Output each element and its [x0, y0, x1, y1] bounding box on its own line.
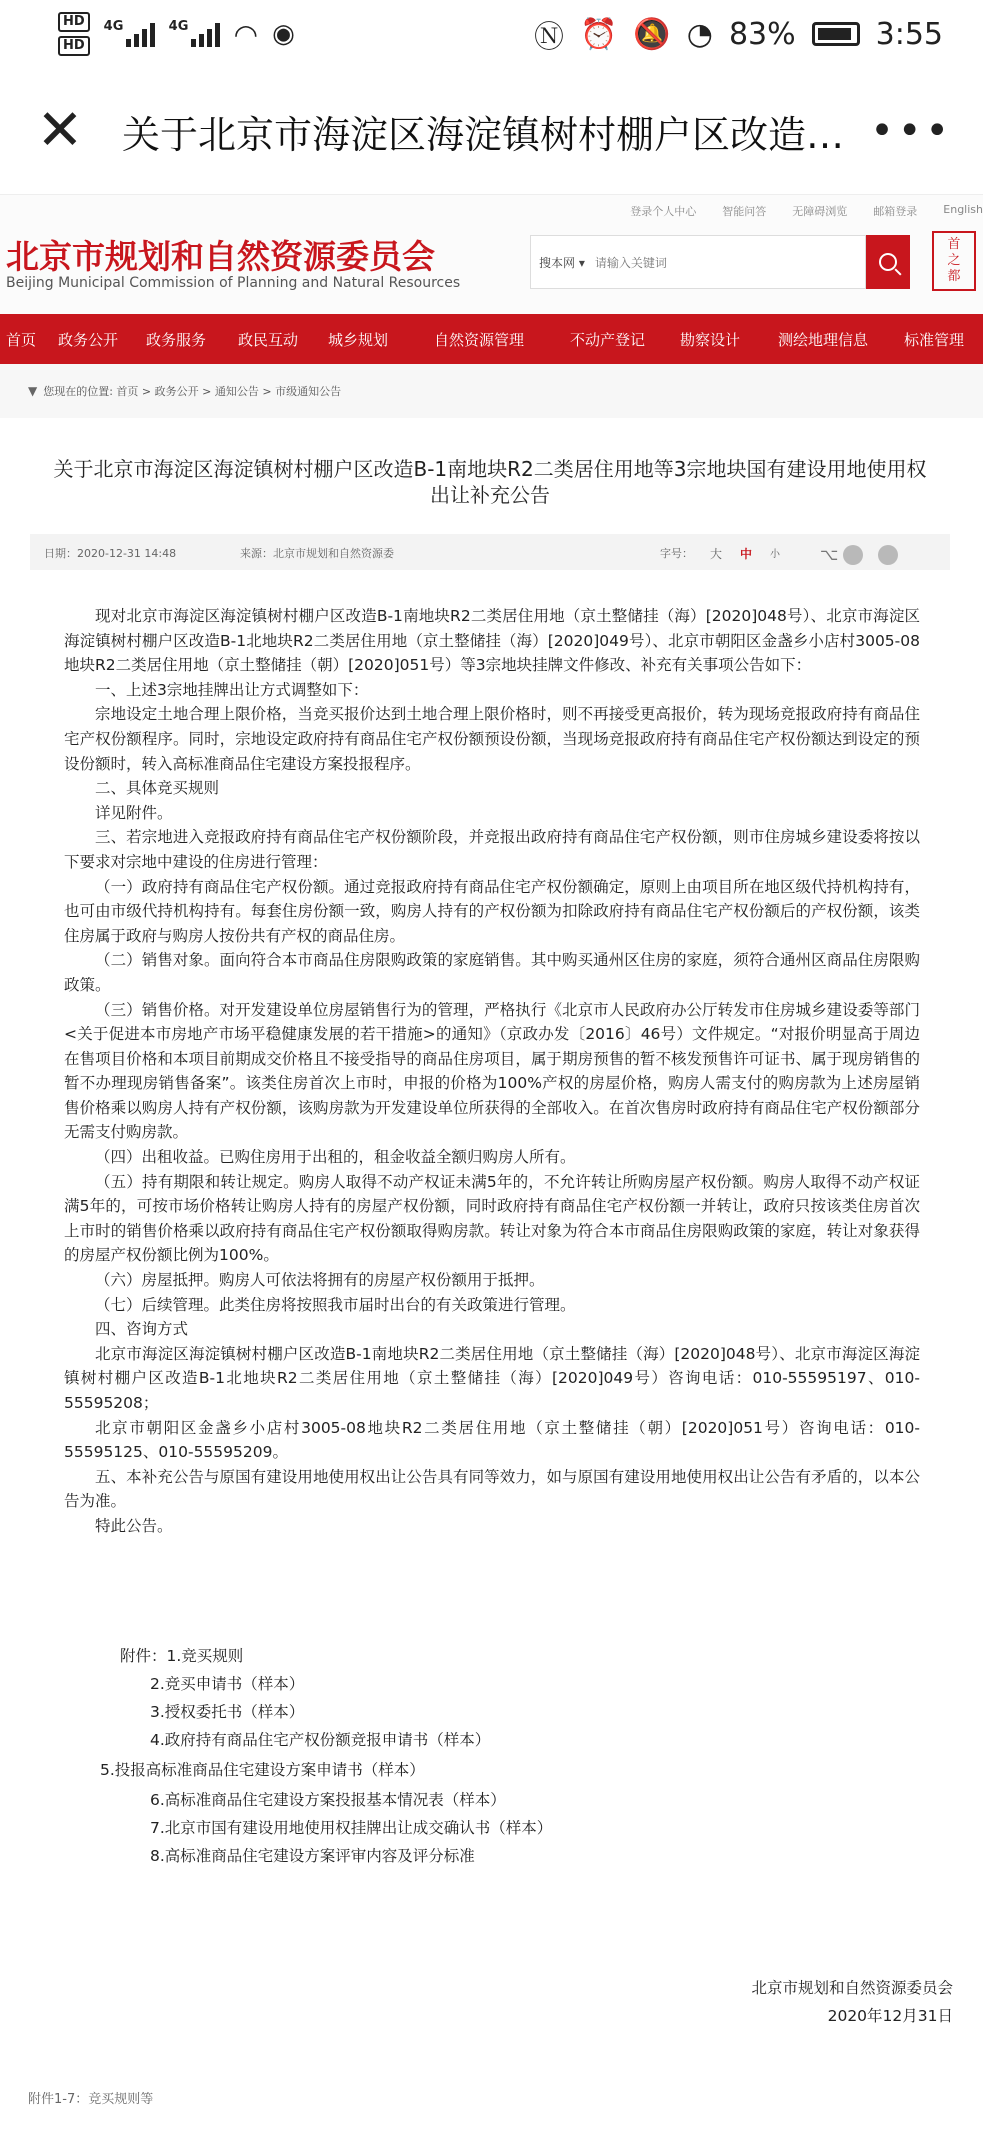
menu-item-urban-planning[interactable]: 城乡规划	[328, 331, 389, 349]
paragraph: （一）政府持有商品住宅产权份额。通过竞报政府持有商品住宅产权份额确定，原则上由项目所在地区级代持机构持有，也可由市级代持机构持有。每套住房份额一致，购房人持有的产权份额为扣除政府持有商品住宅产权份额后的产权份额，该类住房属于政府与购房人按份共有产权的商品住房。	[64, 877, 920, 945]
signature-date: 2020年12月31日	[827, 2007, 953, 2025]
paragraph: 二、具体竞买规则	[95, 779, 220, 798]
search-button[interactable]	[866, 235, 910, 289]
breadcrumb	[0, 364, 983, 418]
paragraph: 一、上述3宗地挂牌出让方式调整如下：	[95, 680, 369, 699]
paragraph: 详见附件。	[95, 803, 173, 822]
status-bar	[0, 0, 983, 68]
site-header	[0, 194, 983, 314]
close-icon[interactable]: ✕	[36, 98, 84, 163]
main-menu	[0, 314, 983, 364]
site-logo-name-en: Beijing Municipal Commission of Planning and Natural Resources	[6, 275, 461, 291]
top-links	[630, 203, 983, 219]
menu-item-home[interactable]: 首页	[6, 331, 37, 349]
paragraph: 宗地设定土地合理上限价格，当竞买报价达到土地合理上限价格时，则不再接受更高报价，转为现场竞报政府持有商品住宅产权份额程序。同时，宗地设定政府持有商品住宅产权份额预设份额，当现场竞报政府持有商品住宅产权份额达到设定的预设份额时，转入高标准商品住宅建设方案投报程序。	[64, 705, 920, 773]
article-title: 关于北京市海淀区海淀镇树村棚户区改造B-1南地块R2二类居住用地等3宗地块国有建设用地使用权 出让补充公告	[53, 457, 927, 507]
paragraph: 现对北京市海淀区海淀镇树村棚户区改造B-1南地块R2二类居住用地（京土整储挂（海）[2020]048号）、北京市海淀区海淀镇树村棚户区改造B-1北地块R2二类居住用地（京土整储挂（海）[2020]049号）、北京市朝阳区金盏乡小店村3005-08地块R2二类居住用地（京土整储挂（朝）[2020]051号）等3宗地块挂牌文件修改、补充有关事项公告如下：	[64, 607, 920, 675]
paragraph: 三、若宗地进入竞报政府持有商品住宅产权份额阶段，并竞报出政府持有商品住宅产权份额，则市住房城乡建设委将按以下要求对宗地中建设的住房进行管理：	[64, 828, 920, 871]
breadcrumb-text[interactable]: 您现在的位置: 首页 > 政务公开 > 通知公告 > 市级通知公告	[43, 385, 342, 398]
search-scope-select[interactable]: 搜本网 ▾	[539, 255, 585, 270]
signal-icon-2: 4G	[169, 21, 220, 47]
gauge-icon: ◔	[686, 16, 713, 52]
article-body	[64, 604, 920, 1539]
menu-item-mapping[interactable]: 测绘地理信息	[778, 331, 869, 349]
hd-voice-icon: HD	[58, 12, 90, 32]
menu-item-real-estate[interactable]: 不动产登记	[570, 331, 646, 349]
more-options-icon[interactable]: •••	[870, 108, 953, 154]
alarm-icon: ⏰	[580, 16, 618, 52]
paragraph: （六）房屋抵押。购房人可依法将拥有的房屋产权份额用于抵押。	[95, 1271, 545, 1290]
top-link-mail[interactable]: 邮箱登录	[873, 205, 918, 218]
clock: 3:55	[875, 16, 943, 52]
attachment-item[interactable]: 4.政府持有商品住宅产权份额竞报申请书（样本）	[150, 1731, 491, 1749]
mute-icon: 🔕	[633, 16, 671, 52]
top-link-accessibility[interactable]: 无障碍浏览	[792, 205, 848, 218]
article-meta-bar	[30, 534, 950, 570]
attachment-item[interactable]: 6.高标准商品住宅建设方案投报基本情况表（样本）	[150, 1791, 506, 1809]
top-link-login[interactable]: 登录个人中心	[630, 205, 697, 218]
menu-item-gov-services[interactable]: 政务服务	[146, 331, 207, 349]
top-link-qa[interactable]: 智能问答	[722, 205, 767, 218]
paragraph: 特此公告。	[95, 1516, 173, 1535]
paragraph: （二）销售对象。面向符合本市商品住房限购政策的家庭销售。其中购买通州区住房的家庭，须符合通州区商品住房限购政策。	[64, 951, 920, 994]
menu-item-survey-design[interactable]: 勘察设计	[680, 331, 741, 349]
article-date: 日期：2020-12-31 14:48	[44, 547, 177, 560]
signal-icon: 4G	[104, 21, 155, 47]
battery-icon	[812, 22, 860, 46]
location-pin-icon: ▼	[28, 384, 38, 398]
paragraph: 北京市海淀区海淀镇树村棚户区改造B-1南地块R2二类居住用地（京土整储挂（海）[2020]048号）、北京市海淀区海淀镇树村棚户区改造B-1北地块R2二类居住用地（京土整储挂（海）[2020]049号）咨询电话：010-55595197、010-55595208；	[64, 1344, 920, 1412]
paragraph: 北京市朝阳区金盏乡小店村3005-08地块R2二类居住用地（京土整储挂（朝）[2020]051号）咨询电话：010-55595125、010-55595209。	[64, 1418, 920, 1462]
paragraph: （七）后续管理。此类住房将按照我市届时出台的有关政策进行管理。	[95, 1295, 576, 1314]
top-link-english[interactable]: English	[943, 203, 983, 216]
attachment-item[interactable]: 7.北京市国有建设用地使用权挂牌出让成交确认书（样本）	[150, 1819, 553, 1837]
paragraph: 四、咨询方式	[95, 1320, 189, 1339]
font-size-small[interactable]: 小	[770, 549, 780, 560]
menu-item-gov-affairs[interactable]: 政务公开	[58, 331, 119, 349]
wechat-share-icon[interactable]	[843, 545, 863, 565]
share-icon[interactable]: ⌥	[820, 545, 839, 564]
font-size-medium[interactable]: 中	[740, 547, 753, 561]
paragraph: （三）销售价格。对开发建设单位房屋销售行为的管理，严格执行《北京市人民政府办公厅转发市住房城乡建设委等部门<关于促进本市房地产市场平稳健康发展的若干措施>的通知》（京政办发〔2016〕46号）文件规定。“对报价明显高于周边在售项目价格和本项目前期成交价格且不接受指导的商品住房项目，属于期房预售的暂不核发预售许可证书、属于现房销售的暂不办理现房销售备案”。该类住房首次上市时，申报的价格为100%产权的房屋价格，购房人需支付的购房款为上述房屋销售价格乘以购房人持有产权份额，该购房款为开发建设单位所获得的全部收入。在首次售房时政府持有商品住宅产权份额部分无需支付购房款。	[64, 1000, 920, 1142]
paragraph: 五、本补充公告与原国有建设用地使用权出让公告具有同等效力，如与原国有建设用地使用权出让公告有矛盾的，以本公告为准。	[64, 1467, 920, 1511]
font-size-label: 字号：	[660, 547, 693, 560]
site-logo-name[interactable]: 北京市规划和自然资源委员会	[6, 237, 435, 276]
search-input[interactable]	[530, 235, 866, 289]
attachment-item[interactable]: 附件：1.竞买规则	[120, 1647, 244, 1665]
paragraph: （五）持有期限和转让规定。购房人取得不动产权证未满5年的，不允许转让所购房屋产权份额。购房人取得不动产权证满5年的，可按市场价格转让购房人持有的房屋产权份额，同时政府持有商品住宅产权份额一并转让，政府只按该类住房首次上市时的销售价格乘以政府持有商品住宅产权份额取得购房款。转让对象为符合本市商品住房限购政策的家庭，转让对象获得的房屋产权份额比例为100%。	[64, 1172, 920, 1265]
weibo-share-icon[interactable]	[878, 545, 898, 565]
attachment-download-link[interactable]: 附件1-7：竞买规则等	[28, 2092, 154, 2107]
page-title: 关于北京市海淀区海淀镇树村棚户区改造…	[122, 112, 845, 157]
search-placeholder: 请输入关键词	[594, 255, 667, 270]
article-signature	[751, 1974, 953, 2030]
browser-nav-bar	[0, 68, 983, 194]
menu-item-interaction[interactable]: 政民互动	[238, 331, 299, 349]
search-icon	[879, 253, 897, 271]
paragraph: （四）出租收益。已购住房用于出租的，租金收益全额归购房人所有。	[95, 1148, 576, 1167]
battery-percent: 83%	[728, 16, 796, 52]
eye-icon: ◉	[272, 19, 295, 49]
menu-item-standards[interactable]: 标准管理	[904, 331, 965, 349]
wifi-icon: ◠	[233, 17, 259, 51]
attachment-item[interactable]: 5.投报高标准商品住宅建设方案申请书（样本）	[100, 1761, 425, 1779]
signature-org: 北京市规划和自然资源委员会	[751, 1979, 953, 1997]
attachment-item[interactable]: 3.授权委托书（样本）	[150, 1703, 305, 1721]
attachment-item[interactable]: 2.竞买申请书（样本）	[150, 1675, 305, 1693]
menu-item-natural-resources[interactable]: 自然资源管理	[434, 331, 525, 349]
article-source: 来源：北京市规划和自然资源委	[240, 547, 394, 560]
nfc-icon: Ⓝ	[534, 20, 565, 55]
capital-seal-logo: 首 之 都	[932, 231, 976, 291]
font-size-large[interactable]: 大	[710, 547, 723, 561]
hd-voice-icon-2: HD	[58, 36, 90, 56]
attachment-item[interactable]: 8.高标准商品住宅建设方案评审内容及评分标准	[150, 1847, 475, 1865]
